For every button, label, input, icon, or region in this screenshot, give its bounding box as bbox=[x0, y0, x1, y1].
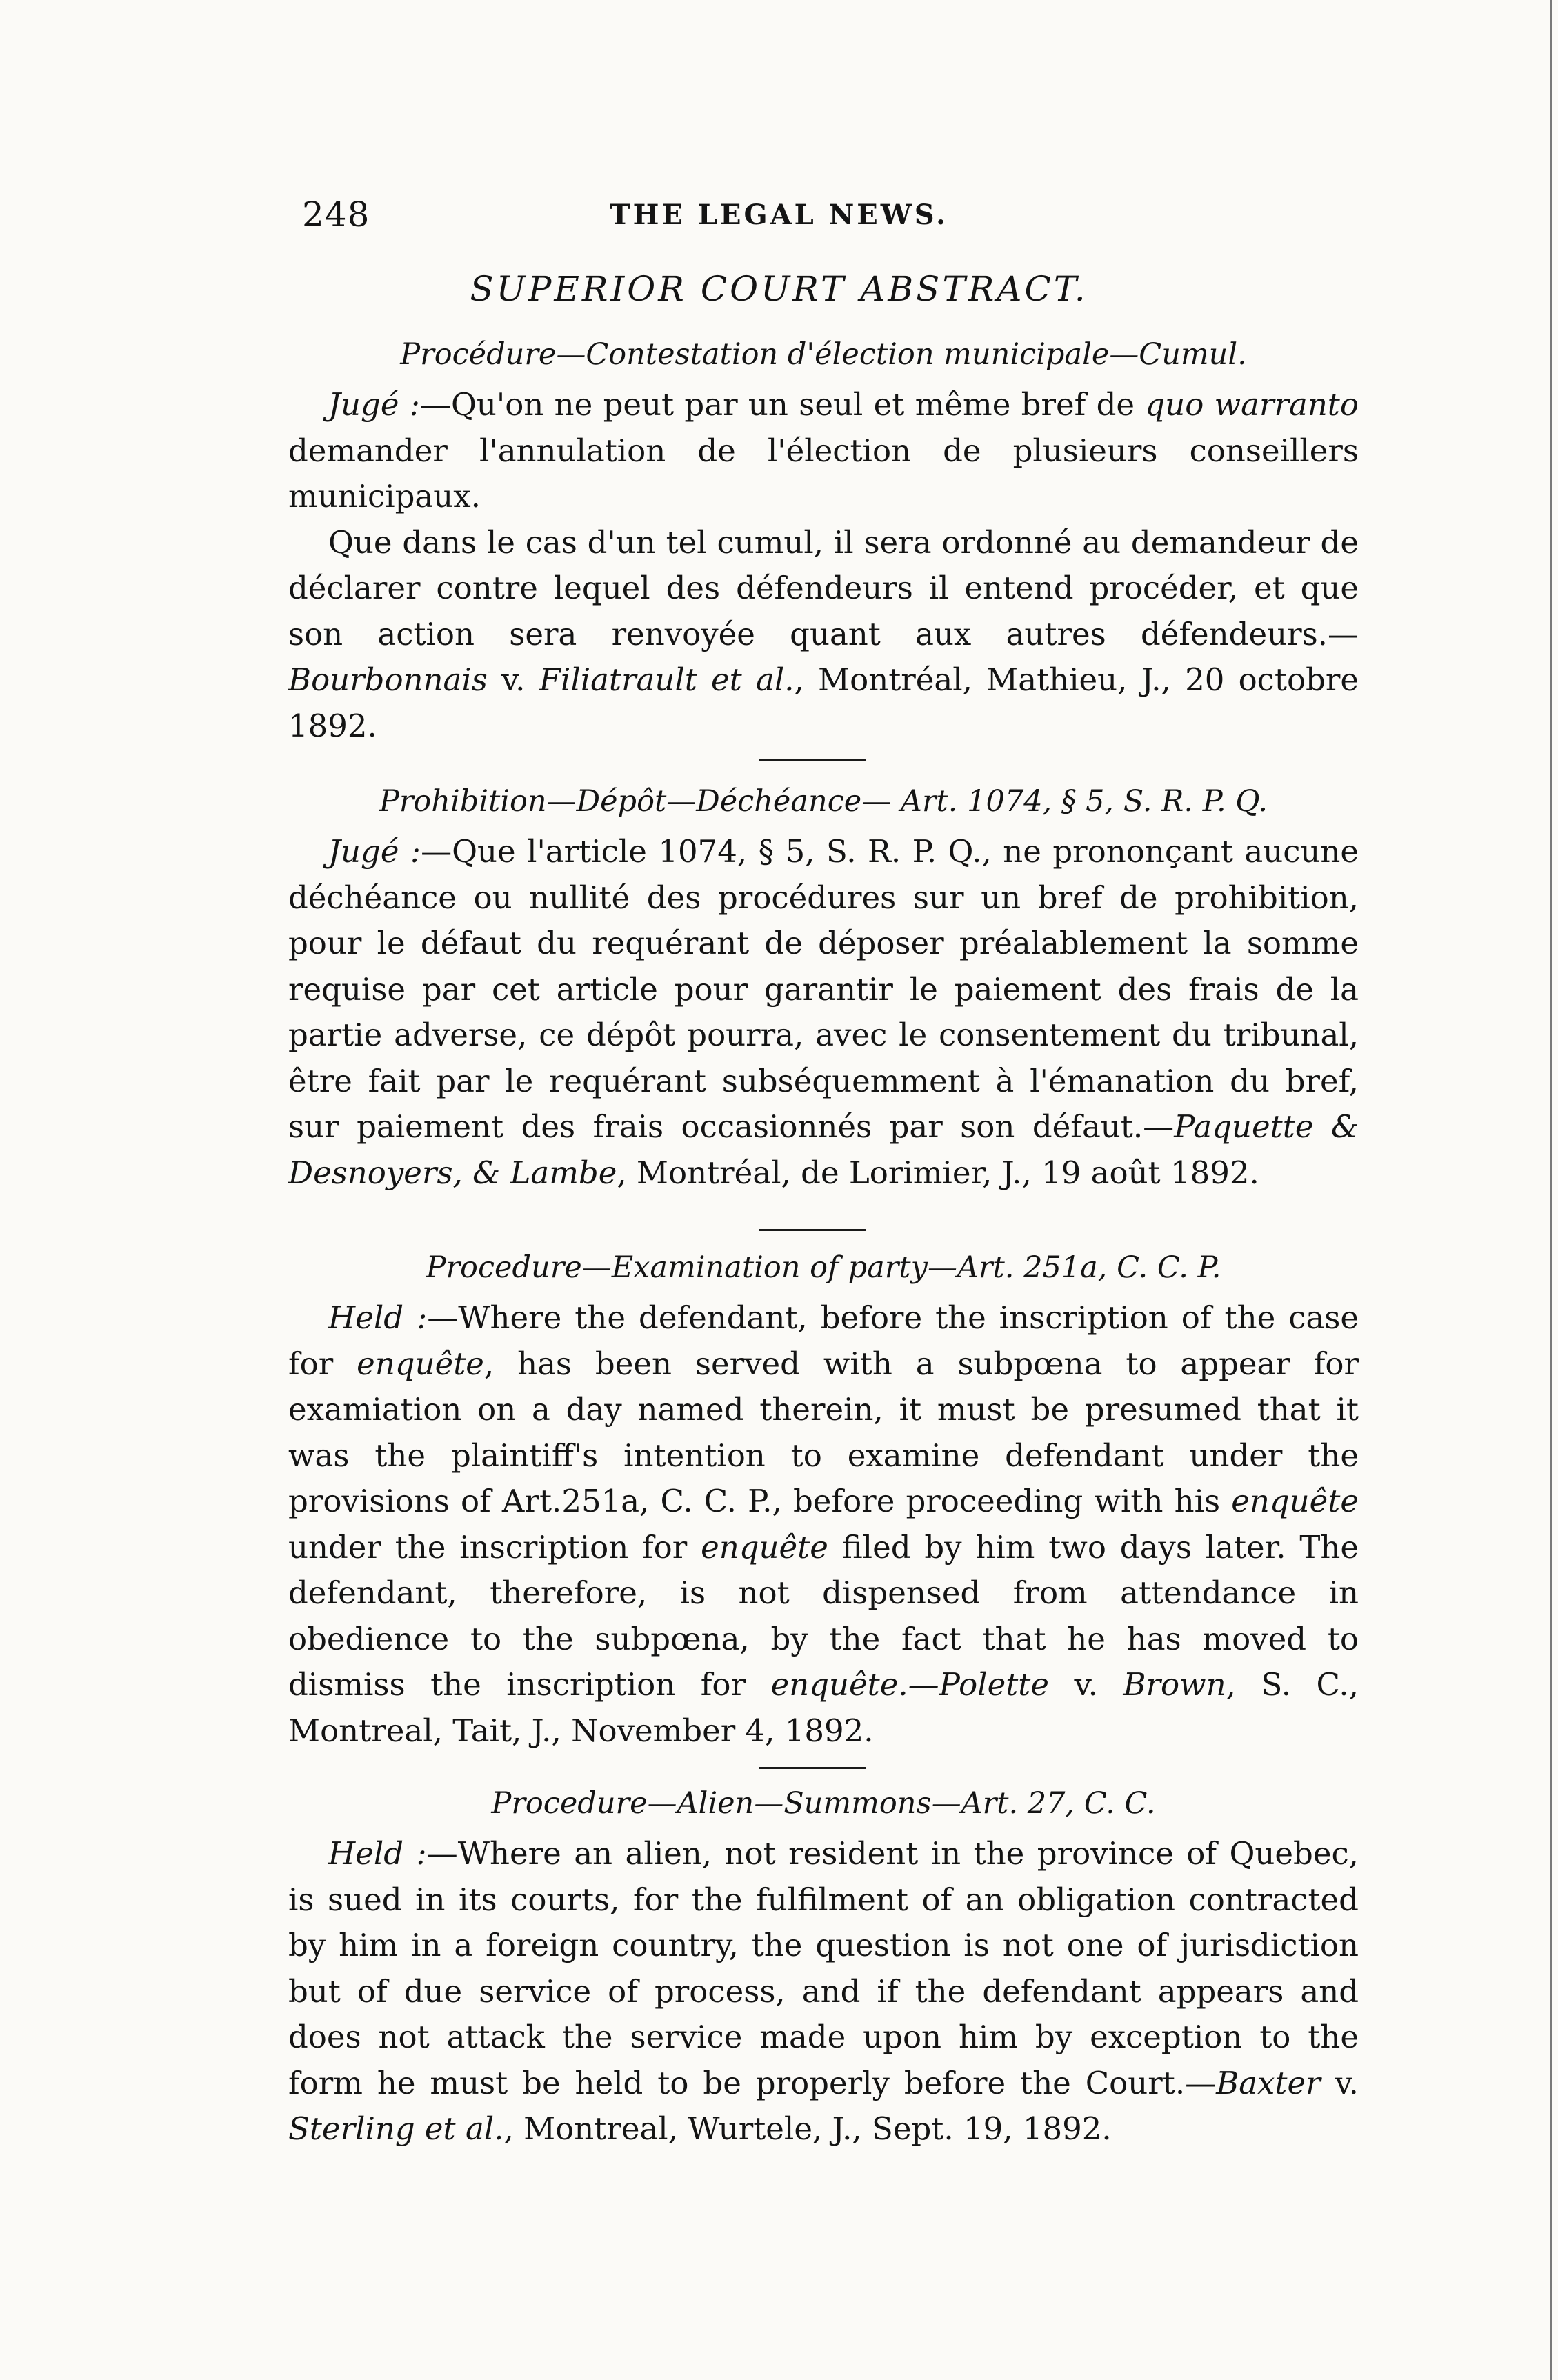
ruling-lead: Jugé : bbox=[328, 386, 420, 423]
body-text: , Montreal, Wurtele, J., Sept. 19, 1892. bbox=[503, 2110, 1112, 2147]
case-heading: Procedure—Alien—Summons—Art. 27, C. C. bbox=[491, 1786, 1156, 1821]
case-paragraph bbox=[288, 1295, 1359, 1754]
body-text: under the inscription for bbox=[288, 1528, 701, 1566]
case-section-3 bbox=[288, 1247, 1359, 1754]
section-divider bbox=[759, 1767, 866, 1769]
body-text: , has been served with a subpœna to appear for examiation on a day named therein, it must be presumed that it was the plaintiff's intention to examine defendant under the provisions of Art.251a, C. C. P., before proceeding with his bbox=[288, 1345, 1359, 1519]
case-body bbox=[288, 382, 1359, 749]
italic-text: Filiatrault et al. bbox=[539, 661, 795, 698]
case-paragraph bbox=[288, 1831, 1359, 2152]
case-section-2 bbox=[288, 781, 1359, 1196]
case-body bbox=[288, 829, 1359, 1196]
case-body bbox=[288, 1831, 1359, 2152]
case-section-4 bbox=[288, 1783, 1359, 2152]
body-text: filed by him two days later. The defendant, therefore, is not dispensed from attendance in obedience to the subpœna, by the fact that he has moved to dismiss the inscription for bbox=[288, 1528, 1359, 1703]
body-text: demander l'annulation de l'élection de plusieurs conseillers municipaux. bbox=[288, 432, 1359, 514]
italic-text: enquête bbox=[357, 1345, 484, 1382]
case-heading: Procédure—Contestation d'élection municipale—Cumul. bbox=[400, 337, 1247, 372]
case-paragraph bbox=[288, 829, 1359, 1196]
italic-text: enquête.—Polette bbox=[770, 1666, 1049, 1703]
italic-text: enquête bbox=[1231, 1483, 1359, 1519]
italic-text: Baxter bbox=[1216, 2064, 1321, 2101]
body-text: , S. C., Montreal, Tait, J., November 4, 1892. bbox=[288, 1666, 1359, 1749]
body-text: —Where the defendant, before the inscription of the case for bbox=[288, 1299, 1359, 1382]
body-text: v. bbox=[1049, 1666, 1123, 1703]
italic-text: Paquette & Desnoyers, & Lambe bbox=[288, 1108, 1359, 1191]
section-divider bbox=[759, 759, 866, 761]
case-heading: Procedure—Examination of party—Art. 251a, C. C. P. bbox=[426, 1250, 1221, 1285]
page-title: SUPERIOR COURT ABSTRACT. bbox=[470, 269, 1088, 309]
body-text: —Que l'article 1074, § 5, S. R. P. Q., ne prononçant aucune déchéance ou nullité des procédures sur un bref de prohibition, pour le défaut du requérant de déposer préalablement la somme requise par cet article pour garantir le paiement des frais de la partie adverse, ce dépôt pourra, avec le consentement du tribunal, être fait par le requérant subséquemment à l'émanation du bref, sur paiement des frais occasionnés par son défaut.— bbox=[288, 833, 1359, 1145]
italic-text: Bourbonnais bbox=[288, 661, 488, 698]
body-text: v. bbox=[487, 661, 539, 698]
italic-text: Sterling et al. bbox=[288, 2110, 504, 2147]
case-paragraph bbox=[288, 520, 1359, 750]
body-text: , Montréal, Mathieu, J., 20 octobre 1892. bbox=[288, 661, 1359, 744]
body-text: Que dans le cas d'un tel cumul, il sera ordonné au demandeur de déclarer contre lequel des défendeurs il entend procéder, et que son action sera renvoyée quant aux autres défendeurs.— bbox=[288, 523, 1359, 652]
body-text: —Where an alien, not resident in the province of Quebec, is sued in its courts, for the fulfilment of an obligation contracted by him in a foreign country, the question is not one of jurisdiction but of due service of process, and if the defendant appears and does not attack the service made upon him by exception to the form he must be held to be properly before the Court.— bbox=[288, 1835, 1359, 2101]
italic-text: Brown bbox=[1123, 1666, 1226, 1703]
page-edge-line bbox=[1550, 0, 1552, 2380]
ruling-lead: Held : bbox=[328, 1835, 427, 1872]
section-divider bbox=[759, 1229, 866, 1231]
ruling-lead: Jugé : bbox=[328, 833, 421, 870]
running-head: THE LEGAL NEWS. bbox=[609, 199, 949, 231]
italic-text: quo warranto bbox=[1145, 386, 1359, 423]
case-body bbox=[288, 1295, 1359, 1754]
ruling-lead: Held : bbox=[328, 1299, 428, 1336]
body-text: —Qu'on ne peut par un seul et même bref de bbox=[419, 386, 1146, 423]
italic-text: enquête bbox=[701, 1528, 828, 1566]
body-text: v. bbox=[1320, 2064, 1359, 2101]
page-number: 248 bbox=[302, 194, 370, 234]
case-paragraph bbox=[288, 382, 1359, 520]
case-heading: Prohibition—Dépôt—Déchéance— Art. 1074, § 5, S. R. P. Q. bbox=[379, 784, 1268, 819]
case-section-1 bbox=[288, 334, 1359, 749]
body-text: , Montréal, de Lorimier, J., 19 août 1892. bbox=[617, 1154, 1259, 1191]
